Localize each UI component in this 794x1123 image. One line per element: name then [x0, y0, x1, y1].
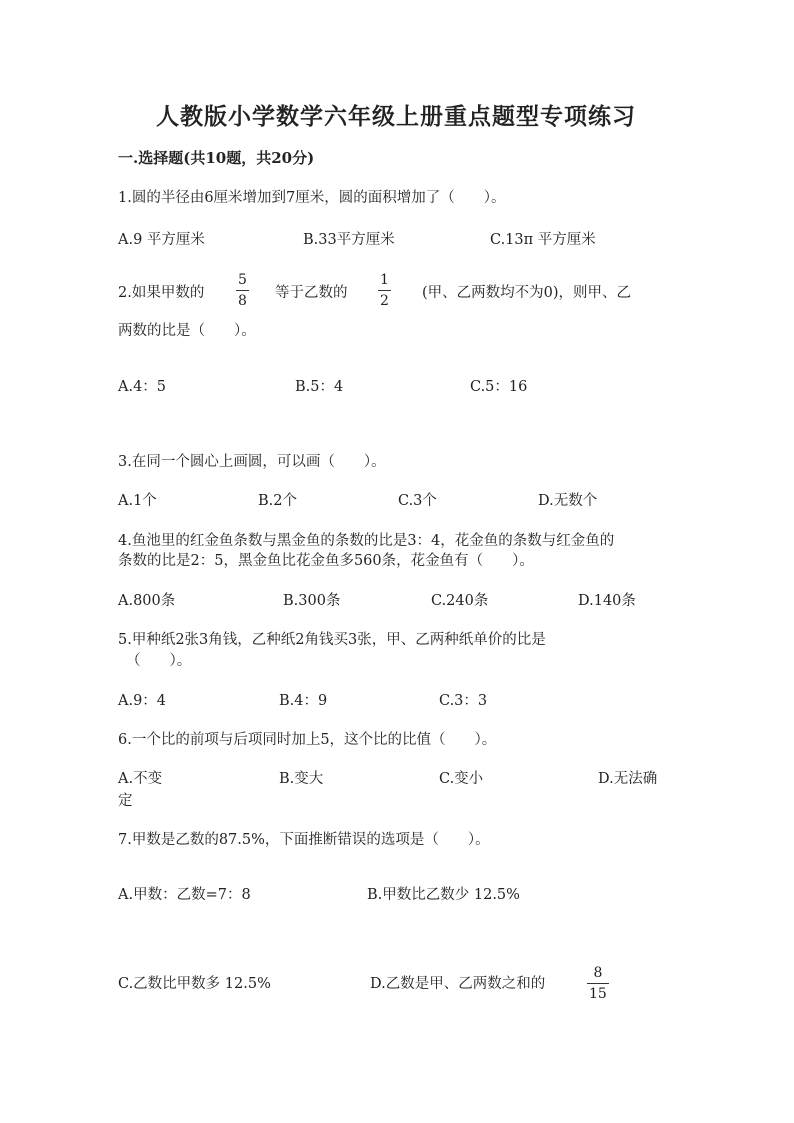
- q5-option-c: C.3：3: [439, 693, 488, 709]
- q7-option-d: D.乙数是甲、乙两数之和的: [370, 976, 546, 992]
- question-4-line-1: 4.鱼池里的红金鱼条数与黑金鱼的条数的比是3：4，花金鱼的条数与红金鱼的: [118, 533, 615, 549]
- q7-option-b: B.甲数比乙数少 12.5%: [367, 887, 520, 903]
- q6-option-d-wrap: 定: [118, 793, 133, 809]
- q4-option-b: B.300条: [283, 593, 341, 609]
- question-6: 6.一个比的前项与后项同时加上5，这个比的比值（ ）。: [118, 732, 497, 748]
- question-5-line-1: 5.甲种纸2张3角钱，乙种纸2角钱买3张，甲、乙两种纸单价的比是: [118, 632, 546, 648]
- q6-option-c: C.变小: [439, 771, 484, 787]
- question-1: 1.圆的半径由6厘米增加到7厘米，圆的面积增加了（ ）。: [118, 190, 506, 206]
- q1-option-a: A.9 平方厘米: [118, 232, 205, 248]
- section-heading: 一.选择题(共10题，共20分): [118, 149, 315, 167]
- q6-option-a: A.不变: [118, 771, 163, 787]
- fraction-eight-fifteenths: [587, 965, 609, 1002]
- q1-option-b: B.33平方厘米: [303, 232, 395, 248]
- q2-option-a: A.4：5: [118, 379, 167, 395]
- fraction-bar: [587, 983, 609, 984]
- fraction-one-half: [378, 272, 391, 309]
- question-5-line-2: （ ）。: [126, 653, 192, 669]
- q2-option-c: C.5：16: [470, 379, 528, 395]
- q6-option-d: D.无法确: [598, 771, 658, 787]
- fraction-numerator: 5: [238, 272, 247, 288]
- q3-option-a: A.1个: [118, 493, 157, 509]
- fraction-five-eighths: [236, 272, 249, 309]
- question-7: 7.甲数是乙数的87.5%，下面推断错误的选项是（ ）。: [118, 832, 490, 848]
- fraction-bar: [236, 290, 249, 291]
- fraction-denominator: 8: [238, 293, 247, 309]
- q4-option-c: C.240条: [431, 593, 489, 609]
- question-2-part-d: 两数的比是（ ）。: [118, 323, 256, 339]
- q4-option-a: A.800条: [118, 593, 176, 609]
- question-2-part-a: 2.如果甲数的: [118, 285, 205, 301]
- q1-option-c: C.13π 平方厘米: [490, 232, 596, 248]
- question-4-line-2: 条数的比是2：5，黑金鱼比花金鱼多560条，花金鱼有（ ）。: [118, 553, 534, 569]
- fraction-denominator: 15: [589, 986, 607, 1002]
- q3-option-d: D.无数个: [538, 493, 598, 509]
- q7-option-a: A.甲数：乙数=7：8: [118, 887, 251, 903]
- q4-option-d: D.140条: [578, 593, 636, 609]
- fraction-denominator: 2: [380, 293, 389, 309]
- q7-option-c: C.乙数比甲数多 12.5%: [118, 976, 271, 992]
- q3-option-b: B.2个: [258, 493, 297, 509]
- question-2-part-c: (甲、乙两数均不为0)，则甲、乙: [422, 285, 632, 301]
- q6-option-b: B.变大: [279, 771, 324, 787]
- fraction-numerator: 1: [380, 272, 389, 288]
- fraction-bar: [378, 290, 391, 291]
- q3-option-c: C.3个: [398, 493, 437, 509]
- q5-option-a: A.9：4: [118, 693, 167, 709]
- fraction-numerator: 8: [593, 965, 603, 981]
- question-2-part-b: 等于乙数的: [275, 285, 348, 301]
- q2-option-b: B.5：4: [295, 379, 344, 395]
- q5-option-b: B.4：9: [279, 693, 328, 709]
- question-3: 3.在同一个圆心上画圆，可以画（ ）。: [118, 454, 386, 470]
- page-title: 人教版小学数学六年级上册重点题型专项练习: [156, 103, 636, 130]
